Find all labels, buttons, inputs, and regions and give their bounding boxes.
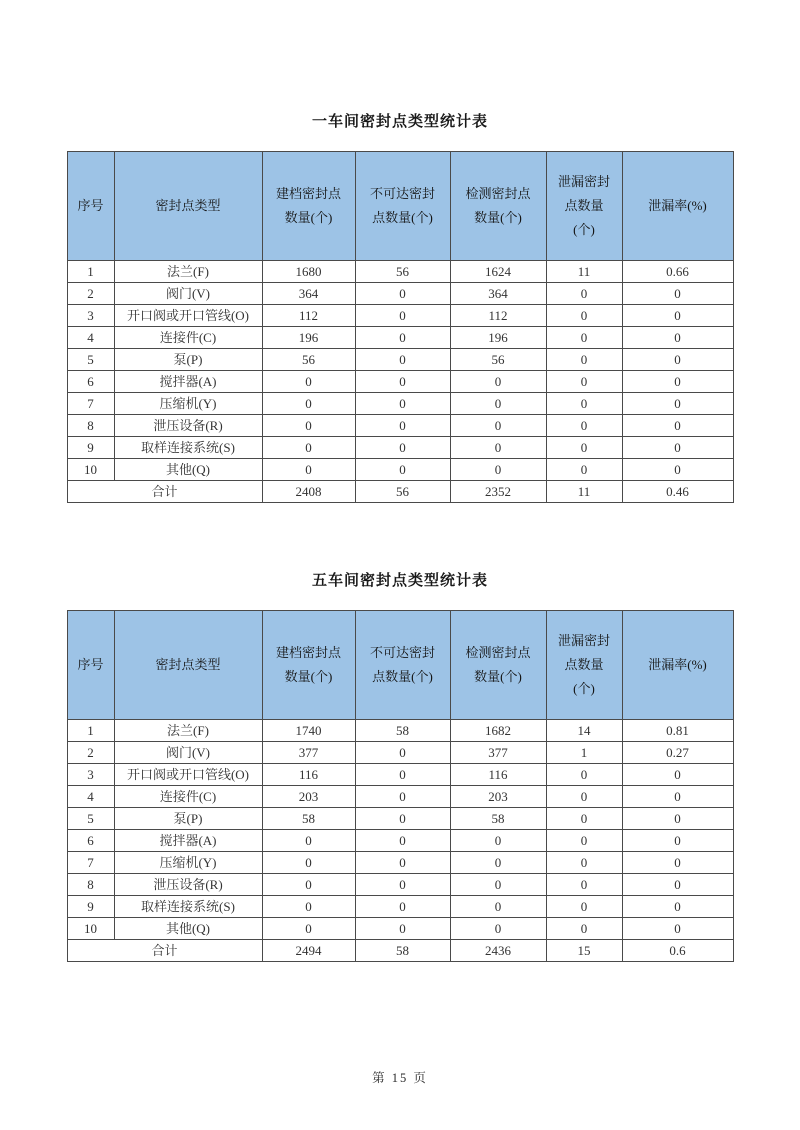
table-cell: 9 bbox=[67, 896, 114, 918]
table-cell: 3 bbox=[67, 305, 114, 327]
table-row bbox=[67, 459, 733, 481]
table-cell: 1 bbox=[67, 261, 114, 283]
table-cell: 0 bbox=[546, 918, 622, 940]
column-header: 序号 bbox=[67, 152, 114, 261]
table-cell: 0 bbox=[546, 305, 622, 327]
total-cell: 2436 bbox=[450, 940, 546, 962]
table-cell: 0 bbox=[262, 830, 355, 852]
total-cell: 58 bbox=[355, 940, 450, 962]
table-cell: 泵(P) bbox=[114, 349, 262, 371]
table-cell: 0 bbox=[450, 830, 546, 852]
table-cell: 0 bbox=[546, 874, 622, 896]
table-row bbox=[67, 830, 733, 852]
table-cell: 0 bbox=[262, 918, 355, 940]
table-cell: 56 bbox=[355, 261, 450, 283]
table-cell: 0 bbox=[622, 764, 733, 786]
table-cell: 0 bbox=[355, 764, 450, 786]
table-cell: 0 bbox=[622, 808, 733, 830]
table-cell: 7 bbox=[67, 393, 114, 415]
table-cell: 203 bbox=[262, 786, 355, 808]
table-cell: 1624 bbox=[450, 261, 546, 283]
table-cell: 58 bbox=[355, 720, 450, 742]
table-1-title: 一车间密封点类型统计表 bbox=[311, 113, 488, 130]
table-cell: 0 bbox=[546, 808, 622, 830]
table-cell: 连接件(C) bbox=[114, 786, 262, 808]
table-cell: 0 bbox=[622, 305, 733, 327]
table-cell: 14 bbox=[546, 720, 622, 742]
table-cell: 56 bbox=[262, 349, 355, 371]
table-cell: 0 bbox=[622, 786, 733, 808]
total-row bbox=[67, 481, 733, 503]
table-cell: 泵(P) bbox=[114, 808, 262, 830]
table-cell: 56 bbox=[450, 349, 546, 371]
column-header: 检测密封点数量(个) bbox=[450, 152, 546, 261]
table-cell: 0 bbox=[622, 852, 733, 874]
table-cell: 0.27 bbox=[622, 742, 733, 764]
table-cell: 11 bbox=[546, 261, 622, 283]
total-cell: 2408 bbox=[262, 481, 355, 503]
table-cell: 116 bbox=[262, 764, 355, 786]
table-cell: 1682 bbox=[450, 720, 546, 742]
table-2-title: 五车间密封点类型统计表 bbox=[311, 572, 488, 589]
table-cell: 0 bbox=[450, 459, 546, 481]
table-cell: 其他(Q) bbox=[114, 459, 262, 481]
table-cell: 4 bbox=[67, 786, 114, 808]
total-cell: 56 bbox=[355, 481, 450, 503]
table-row bbox=[67, 371, 733, 393]
table-cell: 0 bbox=[355, 371, 450, 393]
total-cell: 11 bbox=[546, 481, 622, 503]
total-label: 合计 bbox=[67, 940, 262, 962]
table-cell: 377 bbox=[450, 742, 546, 764]
table-cell: 116 bbox=[450, 764, 546, 786]
table-cell: 0 bbox=[355, 283, 450, 305]
column-header: 密封点类型 bbox=[114, 611, 262, 720]
total-row bbox=[67, 940, 733, 962]
column-header: 建档密封点数量(个) bbox=[262, 611, 355, 720]
column-header: 泄漏密封点数量(个) bbox=[546, 152, 622, 261]
table-row bbox=[67, 896, 733, 918]
table-cell: 0 bbox=[622, 327, 733, 349]
table-cell: 0 bbox=[450, 896, 546, 918]
table-cell: 0 bbox=[450, 371, 546, 393]
table-cell: 泄压设备(R) bbox=[114, 874, 262, 896]
column-header: 不可达密封点数量(个) bbox=[355, 611, 450, 720]
table-row bbox=[67, 918, 733, 940]
table-cell: 0 bbox=[622, 830, 733, 852]
table-cell: 法兰(F) bbox=[114, 720, 262, 742]
header-row bbox=[67, 152, 733, 261]
table-cell: 0 bbox=[546, 437, 622, 459]
table-cell: 0 bbox=[622, 283, 733, 305]
table-cell: 1680 bbox=[262, 261, 355, 283]
column-header: 检测密封点数量(个) bbox=[450, 611, 546, 720]
table-cell: 0 bbox=[355, 896, 450, 918]
table-cell: 0 bbox=[622, 437, 733, 459]
table-cell: 开口阀或开口管线(O) bbox=[114, 305, 262, 327]
table-section-workshop-5 bbox=[0, 569, 800, 962]
table-cell: 0 bbox=[546, 349, 622, 371]
table-cell: 10 bbox=[67, 918, 114, 940]
header-row bbox=[67, 611, 733, 720]
table-cell: 0 bbox=[355, 415, 450, 437]
table-cell: 0 bbox=[450, 415, 546, 437]
table-cell: 0 bbox=[355, 459, 450, 481]
table-cell: 0.66 bbox=[622, 261, 733, 283]
table-row bbox=[67, 305, 733, 327]
table-cell: 1 bbox=[546, 742, 622, 764]
column-header: 泄漏率(%) bbox=[622, 152, 733, 261]
table-cell: 0 bbox=[450, 874, 546, 896]
total-cell: 0.46 bbox=[622, 481, 733, 503]
table-row bbox=[67, 852, 733, 874]
table-cell: 1740 bbox=[262, 720, 355, 742]
table-cell: 0 bbox=[355, 874, 450, 896]
table-cell: 0 bbox=[355, 393, 450, 415]
table-row bbox=[67, 327, 733, 349]
table-row bbox=[67, 349, 733, 371]
seal-point-stats-table-1 bbox=[67, 151, 734, 503]
table-row bbox=[67, 261, 733, 283]
table-cell: 0 bbox=[546, 764, 622, 786]
table-cell: 112 bbox=[450, 305, 546, 327]
table-row bbox=[67, 283, 733, 305]
table-cell: 0 bbox=[546, 415, 622, 437]
table-cell: 取样连接系统(S) bbox=[114, 437, 262, 459]
table-cell: 2 bbox=[67, 742, 114, 764]
table-cell: 0 bbox=[622, 393, 733, 415]
table-cell: 9 bbox=[67, 437, 114, 459]
table-cell: 58 bbox=[262, 808, 355, 830]
table-cell: 0 bbox=[355, 305, 450, 327]
table-cell: 0 bbox=[355, 327, 450, 349]
table-row bbox=[67, 393, 733, 415]
table-cell: 压缩机(Y) bbox=[114, 393, 262, 415]
table-cell: 0 bbox=[355, 786, 450, 808]
table-cell: 阀门(V) bbox=[114, 283, 262, 305]
table-cell: 5 bbox=[67, 349, 114, 371]
total-label: 合计 bbox=[67, 481, 262, 503]
table-cell: 2 bbox=[67, 283, 114, 305]
table-cell: 8 bbox=[67, 874, 114, 896]
page-number-footer: 第 15 页 bbox=[372, 1071, 428, 1085]
table-cell: 0 bbox=[622, 874, 733, 896]
table-cell: 0 bbox=[355, 918, 450, 940]
table-row bbox=[67, 742, 733, 764]
table-cell: 10 bbox=[67, 459, 114, 481]
table-cell: 0 bbox=[355, 437, 450, 459]
table-row bbox=[67, 415, 733, 437]
total-cell: 2494 bbox=[262, 940, 355, 962]
table-cell: 0 bbox=[262, 852, 355, 874]
table-cell: 196 bbox=[262, 327, 355, 349]
table-cell: 203 bbox=[450, 786, 546, 808]
column-header: 泄漏率(%) bbox=[622, 611, 733, 720]
table-cell: 0 bbox=[262, 896, 355, 918]
table-cell: 3 bbox=[67, 764, 114, 786]
table-row bbox=[67, 874, 733, 896]
table-cell: 0 bbox=[355, 349, 450, 371]
table-cell: 连接件(C) bbox=[114, 327, 262, 349]
table-cell: 7 bbox=[67, 852, 114, 874]
seal-point-stats-table-2 bbox=[67, 610, 734, 962]
table-cell: 0 bbox=[546, 371, 622, 393]
table-cell: 0 bbox=[355, 808, 450, 830]
total-cell: 15 bbox=[546, 940, 622, 962]
table-cell: 取样连接系统(S) bbox=[114, 896, 262, 918]
table-cell: 0 bbox=[450, 918, 546, 940]
table-cell: 377 bbox=[262, 742, 355, 764]
table-row bbox=[67, 437, 733, 459]
table-cell: 364 bbox=[450, 283, 546, 305]
table-row bbox=[67, 764, 733, 786]
table-row bbox=[67, 808, 733, 830]
table-cell: 0 bbox=[622, 349, 733, 371]
table-cell: 0 bbox=[622, 896, 733, 918]
table-row bbox=[67, 786, 733, 808]
table-cell: 0 bbox=[546, 393, 622, 415]
table-cell: 0 bbox=[546, 786, 622, 808]
table-cell: 搅拌器(A) bbox=[114, 830, 262, 852]
table-cell: 法兰(F) bbox=[114, 261, 262, 283]
table-cell: 5 bbox=[67, 808, 114, 830]
column-header: 建档密封点数量(个) bbox=[262, 152, 355, 261]
table-row bbox=[67, 720, 733, 742]
column-header: 不可达密封点数量(个) bbox=[355, 152, 450, 261]
table-cell: 0 bbox=[546, 459, 622, 481]
table-cell: 58 bbox=[450, 808, 546, 830]
table-cell: 阀门(V) bbox=[114, 742, 262, 764]
table-cell: 0 bbox=[546, 283, 622, 305]
table-cell: 6 bbox=[67, 830, 114, 852]
table-cell: 0 bbox=[355, 742, 450, 764]
table-cell: 0 bbox=[262, 437, 355, 459]
table-cell: 0 bbox=[262, 371, 355, 393]
table-cell: 泄压设备(R) bbox=[114, 415, 262, 437]
table-cell: 1 bbox=[67, 720, 114, 742]
table-cell: 0 bbox=[450, 393, 546, 415]
table-cell: 0 bbox=[450, 437, 546, 459]
table-cell: 364 bbox=[262, 283, 355, 305]
column-header: 密封点类型 bbox=[114, 152, 262, 261]
table-cell: 4 bbox=[67, 327, 114, 349]
table-cell: 开口阀或开口管线(O) bbox=[114, 764, 262, 786]
table-cell: 搅拌器(A) bbox=[114, 371, 262, 393]
table-cell: 0 bbox=[622, 415, 733, 437]
table-cell: 0 bbox=[262, 459, 355, 481]
total-cell: 2352 bbox=[450, 481, 546, 503]
table-cell: 0 bbox=[450, 852, 546, 874]
table-cell: 0 bbox=[546, 896, 622, 918]
table-cell: 0 bbox=[622, 918, 733, 940]
table-cell: 112 bbox=[262, 305, 355, 327]
table-cell: 压缩机(Y) bbox=[114, 852, 262, 874]
table-cell: 0.81 bbox=[622, 720, 733, 742]
table-cell: 0 bbox=[546, 852, 622, 874]
table-section-workshop-1 bbox=[0, 110, 800, 503]
total-cell: 0.6 bbox=[622, 940, 733, 962]
column-header: 序号 bbox=[67, 611, 114, 720]
table-cell: 0 bbox=[622, 459, 733, 481]
table-cell: 8 bbox=[67, 415, 114, 437]
table-cell: 其他(Q) bbox=[114, 918, 262, 940]
table-cell: 0 bbox=[262, 393, 355, 415]
table-cell: 0 bbox=[262, 415, 355, 437]
table-cell: 0 bbox=[546, 830, 622, 852]
table-cell: 196 bbox=[450, 327, 546, 349]
column-header: 泄漏密封点数量(个) bbox=[546, 611, 622, 720]
table-cell: 0 bbox=[355, 830, 450, 852]
table-cell: 0 bbox=[355, 852, 450, 874]
table-cell: 0 bbox=[622, 371, 733, 393]
table-cell: 0 bbox=[262, 874, 355, 896]
table-cell: 0 bbox=[546, 327, 622, 349]
table-cell: 6 bbox=[67, 371, 114, 393]
